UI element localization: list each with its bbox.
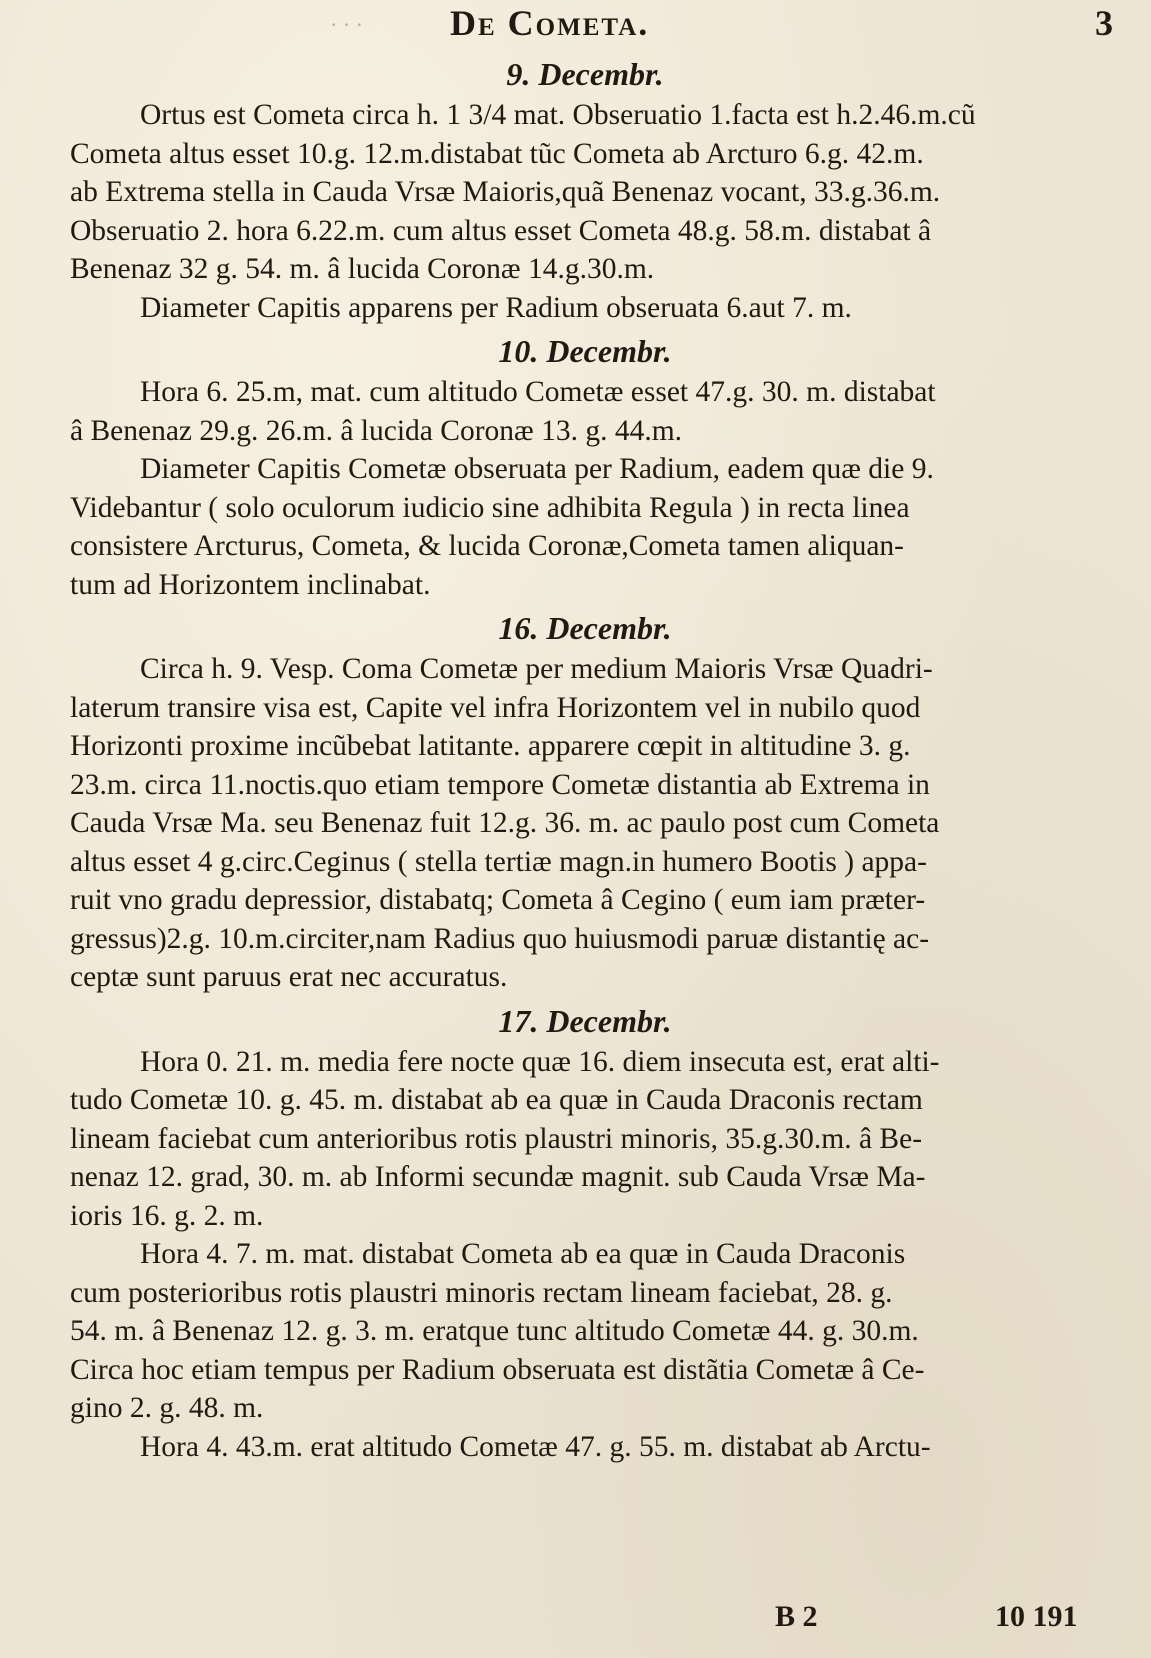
text-line: Cometa altus esset 10.g. 12.m.distabat tũc Cometa ab Arcturo 6.g. 42.m.: [70, 137, 924, 170]
text-line: Hora 0. 21. m. media fere nocte quæ 16. diem insecuta est, erat alti-: [140, 1045, 940, 1078]
running-head: [0, 2, 1151, 46]
date-heading: 16. Decembr.: [498, 610, 672, 646]
text-line: Hora 6. 25.m, mat. cum altitudo Cometæ esset 47.g. 30. m. distabat: [140, 376, 936, 408]
running-title: De Cometa.: [450, 3, 650, 43]
page-footer: [0, 1600, 1151, 1650]
paragraph: [70, 96, 1100, 289]
paragraph: [70, 373, 1100, 450]
page-number: 3: [1095, 3, 1113, 43]
paragraph: [70, 1235, 1100, 1428]
text-line: Horizonti proxime incũbebat latitante. apparere cœpit in altitudine 3. g.: [70, 730, 911, 762]
text-line: Circa hoc etiam tempus per Radium obseruata est distãtia Cometæ â Ce-: [70, 1353, 925, 1386]
signature-mark: B 2: [775, 1600, 818, 1633]
text-line: Diameter Capitis Cometæ obseruata per Radium, eadem quæ die 9.: [140, 453, 934, 485]
text-line: tum ad Horizontem inclinabat.: [70, 568, 431, 601]
text-line: ruit vno gradu depressior, distabatq; Cometa â Cegino ( eum iam præter-: [70, 884, 926, 916]
text-line: laterum transire visa est, Capite vel infra Horizontem vel in nubilo quod: [70, 691, 921, 724]
text-line: cum posterioribus rotis plaustri minoris rectam lineam faciebat, 28. g.: [70, 1276, 893, 1309]
paragraph: [70, 650, 1100, 997]
paragraph: [70, 289, 1100, 328]
text-line: Benenaz 32 g. 54. m. â lucida Coronæ 14.g.30.m.: [70, 253, 655, 285]
text-line: Obseruatio 2. hora 6.22.m. cum altus esset Cometa 48.g. 58.m. distabat â: [70, 214, 932, 247]
text-line: ceptæ sunt paruus erat nec accuratus.: [70, 961, 508, 993]
text-line: â Benenaz 29.g. 26.m. â lucida Coronæ 13. g. 44.m.: [70, 414, 683, 447]
text-line: altus esset 4 g.circ.Ceginus ( stella tertiæ magn.in humero Bootis ) appa-: [70, 845, 927, 878]
text-line: gino 2. g. 48. m.: [70, 1392, 264, 1424]
archive-number: 10 191: [995, 1600, 1078, 1633]
text-line: ioris 16. g. 2. m.: [70, 1199, 264, 1232]
text-line: ab Extrema stella in Cauda Vrsæ Maioris,quã Benenaz vocant, 33.g.36.m.: [70, 176, 941, 208]
text-line: 23.m. circa 11.noctis.quo etiam tempore Cometæ distantia ab Extrema in: [70, 768, 930, 801]
text-line: lineam faciebat cum anterioribus rotis plaustri minoris, 35.g.30.m. â Be-: [70, 1122, 923, 1155]
text-line: Diameter Capitis apparens per Radium obseruata 6.aut 7. m.: [140, 291, 852, 324]
date-heading: 10. Decembr.: [498, 333, 672, 369]
page-body: [70, 52, 1100, 1466]
paragraph: [70, 1428, 1100, 1467]
text-line: 54. m. â Benenaz 12. g. 3. m. eratque tunc altitudo Cometæ 44. g. 30.m.: [70, 1315, 919, 1347]
paragraph: [70, 1043, 1100, 1236]
date-heading: 17. Decembr.: [498, 1002, 672, 1039]
text-line: Cauda Vrsæ Ma. seu Benenaz fuit 12.g. 36. m. ac paulo post cum Cometa: [70, 807, 940, 839]
text-line: Ortus est Cometa circa h. 1 3/4 mat. Obseruatio 1.facta est h.2.46.m.cũ: [140, 99, 976, 131]
text-line: Circa h. 9. Vesp. Coma Cometæ per medium Maioris Vrsæ Quadri-: [140, 653, 933, 685]
date-heading: 9. Decembr.: [506, 56, 664, 92]
text-line: gressus)2.g. 10.m.circiter,nam Radius quo huiusmodi paruæ distantię ac-: [70, 922, 930, 955]
text-line: Hora 4. 43.m. erat altitudo Cometæ 47. g. 55. m. distabat ab Arctu-: [140, 1430, 931, 1463]
faint-mark: · · ·: [330, 12, 363, 37]
text-line: Hora 4. 7. m. mat. distabat Cometa ab ea quæ in Cauda Draconis: [140, 1238, 906, 1270]
text-line: nenaz 12. grad, 30. m. ab Informi secundæ magnit. sub Cauda Vrsæ Ma-: [70, 1161, 926, 1193]
text-line: Videbantur ( solo oculorum iudicio sine adhibita Regula ) in recta linea: [70, 491, 910, 524]
text-line: tudo Cometæ 10. g. 45. m. distabat ab ea quæ in Cauda Draconis rectam: [70, 1084, 923, 1116]
paragraph: [70, 450, 1100, 604]
text-line: consistere Arcturus, Cometa, & lucida Coronæ,Cometa tamen aliquan-: [70, 530, 904, 562]
